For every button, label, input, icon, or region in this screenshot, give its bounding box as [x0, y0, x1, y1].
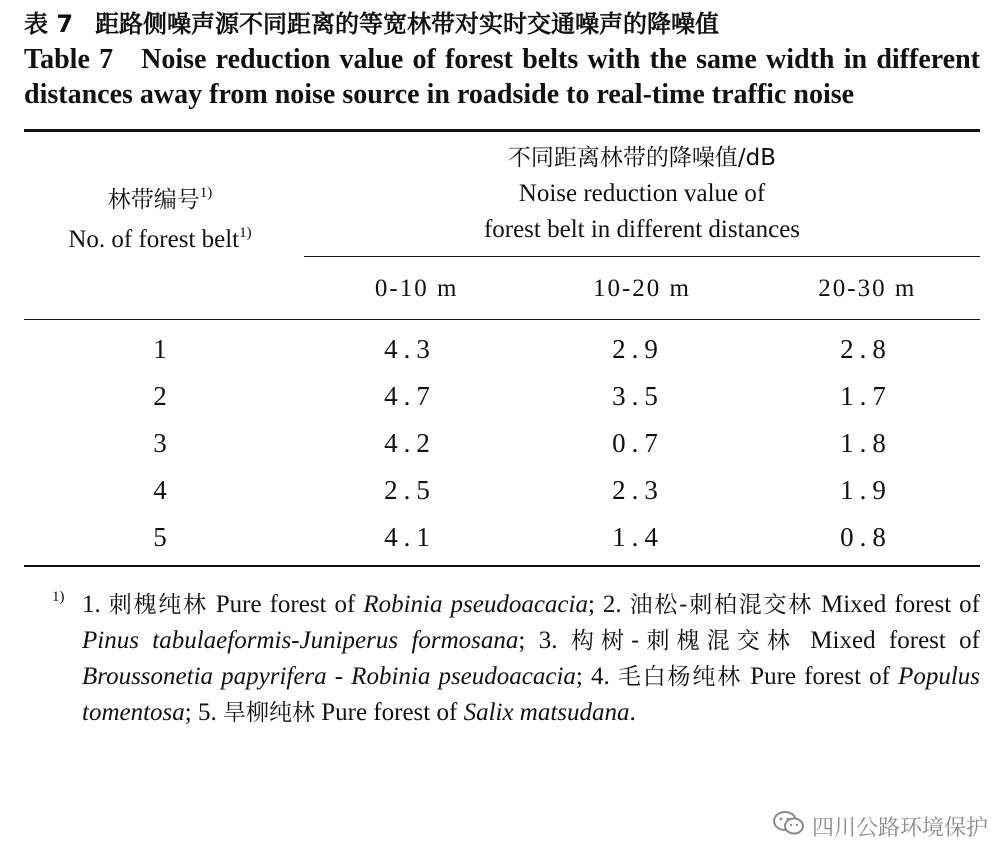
column-headers	[304, 257, 980, 320]
table-row	[24, 467, 980, 514]
table-row	[24, 373, 980, 420]
row-header	[24, 126, 296, 313]
table-row	[24, 320, 980, 373]
footnote-item-number: 2.	[602, 591, 622, 618]
table-number-en: Table 7	[24, 44, 114, 75]
row-header-cn-sup: 1)	[199, 184, 213, 201]
footnote-mark: 1)	[52, 589, 65, 605]
footnote-item-number: 4.	[590, 663, 610, 690]
row-header-cn: 林带编号	[107, 186, 200, 213]
belt-number-cell: 2	[153, 381, 167, 411]
footnote-item-number: 5.	[197, 699, 217, 726]
group-header-en-line1: Noise reduction value of	[518, 180, 766, 207]
belt-number-cell: 5	[153, 522, 167, 552]
footnote-item-en: Pure forest of	[215, 591, 356, 618]
footnote-item-en: Mixed forest of	[810, 627, 981, 654]
table-header	[24, 132, 980, 319]
value-cell: 2.3	[612, 475, 664, 505]
value-cell: 0.8	[840, 522, 892, 552]
footnote-item-species: Broussonetia papyrifera - Robinia pseudoacacia	[82, 663, 576, 690]
value-cell: 0.7	[612, 428, 664, 458]
row-header-en-sup: 1)	[239, 224, 252, 241]
footnote-item-cn: 构树-刺槐混交林	[570, 628, 797, 654]
value-cell: 1.9	[840, 475, 892, 505]
value-cell: 4.1	[384, 522, 436, 552]
belt-number-cell: 1	[153, 334, 167, 364]
table-footnote	[52, 587, 980, 731]
footnote-item-sep: .	[629, 699, 636, 726]
value-cell: 1.8	[840, 428, 892, 458]
footnote-item-species: Robinia pseudoacacia	[363, 591, 588, 618]
footnote-item-cn: 刺槐纯林	[108, 592, 208, 618]
group-header-text	[304, 132, 980, 256]
table-title-cn-text: 距路侧噪声源不同距离的等宽林带对实时交通噪声的降噪值	[95, 10, 720, 38]
footnote-item-cn: 毛白杨纯林	[617, 664, 743, 690]
footnote-item-en: Pure forest of	[750, 663, 890, 690]
watermark	[772, 810, 988, 842]
row-header-en: No. of forest belt	[68, 225, 240, 253]
value-cell: 4.2	[384, 428, 436, 458]
table-number-cn: 表 7	[24, 10, 74, 38]
footnote-item-sep: ;	[518, 627, 526, 654]
document	[24, 4, 980, 731]
value-cell: 2.9	[612, 334, 664, 364]
column-header-20-30: 20-30 m	[818, 274, 917, 302]
value-cell: 4.7	[384, 381, 436, 411]
watermark-text: 四川公路环境保护	[811, 815, 988, 841]
value-cell: 3.5	[612, 381, 664, 411]
footnote-item-species: Salix matsudana	[463, 699, 630, 726]
footnote-item-sep: ;	[184, 699, 192, 726]
footnote-item-en: Mixed forest of	[820, 591, 980, 618]
group-header-en-line2: forest belt in different distances	[483, 216, 801, 243]
footnote-item-species: Populus tomentosa	[82, 663, 981, 726]
table-title-en	[24, 42, 980, 112]
value-cell: 1.7	[840, 381, 892, 411]
belt-number-cell: 3	[153, 428, 167, 458]
column-group-header	[304, 132, 980, 320]
footnote-item-number: 1.	[82, 591, 101, 618]
value-cell: 1.4	[612, 522, 664, 552]
column-header-0-10: 0-10 m	[374, 274, 459, 302]
column-header-10-20: 10-20 m	[592, 274, 691, 302]
table-row	[24, 514, 980, 565]
footnote-item-number: 3.	[538, 627, 558, 654]
table-row	[24, 420, 980, 467]
footnote-item-cn: 油松-刺柏混交林	[629, 592, 813, 618]
belt-number-cell: 4	[153, 475, 167, 505]
value-cell: 4.3	[384, 334, 436, 364]
footnote-item-species: Pinus tabulaeformis-Juniperus formosana	[82, 627, 519, 654]
footnote-item-cn: 旱柳纯林	[222, 700, 315, 726]
wechat-icon	[772, 810, 812, 842]
footnote-item-en: Pure forest of	[321, 699, 458, 726]
footnote-item-sep: ;	[575, 663, 583, 690]
data-table-body	[24, 320, 980, 565]
table-title-en-text: Noise reduction value of forest belts with the same width in different distances away from noise source in roadside to real-time traffic noise	[24, 44, 980, 110]
value-cell: 2.5	[384, 475, 436, 505]
group-header-cn: 不同距离林带的降噪值/dB	[507, 145, 777, 171]
footnote-item-sep: ;	[587, 591, 595, 618]
table-title-cn	[24, 6, 980, 42]
value-cell: 2.8	[840, 334, 892, 364]
table-bottom-rule	[24, 565, 980, 567]
